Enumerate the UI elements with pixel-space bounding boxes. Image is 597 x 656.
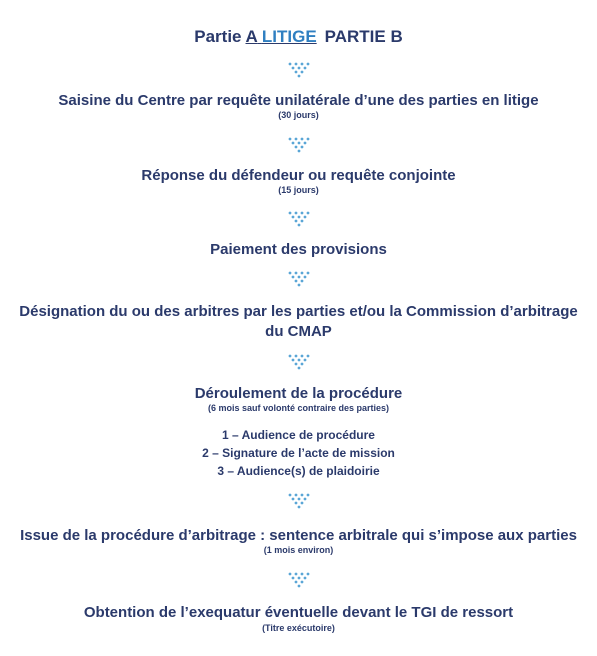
chevron-dot <box>304 498 307 501</box>
title-right: PARTIE B <box>324 27 403 46</box>
chevron-dot <box>289 355 292 358</box>
chevron-dot <box>292 216 295 219</box>
chevron-dot <box>304 359 307 362</box>
chevron-dot <box>301 581 304 584</box>
chevron-dot <box>298 506 301 509</box>
chevron-dot <box>289 212 292 215</box>
chevron-dot <box>298 577 301 580</box>
chevron-dot <box>301 63 304 66</box>
chevron-dot <box>289 573 292 576</box>
chevron-dot <box>307 573 310 576</box>
dotted-chevron-down-icon-graphic <box>287 493 311 509</box>
chevron-dot <box>295 494 298 497</box>
chevron-dot <box>292 67 295 70</box>
chevron-dot <box>304 276 307 279</box>
dotted-chevron-down-icon <box>287 354 311 370</box>
chevron-dot <box>295 581 298 584</box>
chevron-dot <box>295 355 298 358</box>
dotted-chevron-down-icon-graphic <box>287 211 311 227</box>
step-1-title: Saisine du Centre par requête unilatérale d’une des parties en litige <box>58 92 539 109</box>
dotted-chevron-down-icon-graphic <box>287 62 311 78</box>
dotted-chevron-down-icon-graphic <box>287 137 311 153</box>
dotted-chevron-down-icon-graphic <box>287 271 311 287</box>
chevron-dot <box>298 276 301 279</box>
chevron-dot <box>307 212 310 215</box>
chevron-dot <box>301 146 304 149</box>
chevron-dot <box>298 498 301 501</box>
chevron-dot <box>304 67 307 70</box>
chevron-dot <box>295 71 298 74</box>
chevron-dot <box>304 142 307 145</box>
dotted-chevron-down-icon <box>287 211 311 227</box>
step-6-note: (1 mois environ) <box>263 545 334 555</box>
step-5-item-2: 2 – Signature de l’acte de mission <box>202 446 395 460</box>
chevron-dot <box>307 494 310 497</box>
chevron-dot <box>301 280 304 283</box>
chevron-dot <box>295 138 298 141</box>
diagram-title <box>0 27 597 47</box>
chevron-dot <box>304 216 307 219</box>
step-2-title: Réponse du défendeur ou requête conjointe <box>141 167 456 184</box>
step-6-title: Issue de la procédure d’arbitrage : sentence arbitrale qui s’impose aux parties <box>20 527 577 544</box>
step-1-note: (30 jours) <box>278 110 319 120</box>
chevron-dot <box>295 573 298 576</box>
chevron-dot <box>298 224 301 227</box>
chevron-dot <box>292 498 295 501</box>
chevron-dot <box>292 577 295 580</box>
chevron-dot <box>295 146 298 149</box>
step-2-note: (15 jours) <box>278 185 319 195</box>
chevron-dot <box>301 220 304 223</box>
step-4-title-line1: Désignation du ou des arbitres par les parties et/ou la Commission d’arbitrage <box>19 303 578 320</box>
chevron-dot <box>307 355 310 358</box>
chevron-dot <box>292 276 295 279</box>
step-5-note: (6 mois sauf volonté contraire des parties) <box>207 403 390 413</box>
chevron-dot <box>301 502 304 505</box>
chevron-dot <box>298 585 301 588</box>
title-left: Partie <box>194 27 242 46</box>
step-4-title-line2: du CMAP <box>265 323 332 340</box>
step-7-note: (Titre exécutoire) <box>262 623 335 633</box>
chevron-dot <box>289 63 292 66</box>
chevron-dot <box>301 212 304 215</box>
chevron-dot <box>301 363 304 366</box>
chevron-dot <box>295 220 298 223</box>
dotted-chevron-down-icon-graphic <box>287 354 311 370</box>
chevron-dot <box>304 577 307 580</box>
chevron-dot <box>298 216 301 219</box>
dotted-chevron-down-icon <box>287 271 311 287</box>
chevron-dot <box>298 142 301 145</box>
chevron-dot <box>301 494 304 497</box>
dotted-chevron-down-icon <box>287 493 311 509</box>
chevron-dot <box>298 75 301 78</box>
chevron-dot <box>301 573 304 576</box>
step-5-title: Déroulement de la procédure <box>194 385 403 402</box>
chevron-dot <box>289 272 292 275</box>
dotted-chevron-down-icon <box>287 62 311 78</box>
chevron-dot <box>292 359 295 362</box>
chevron-dot <box>298 67 301 70</box>
chevron-dot <box>295 502 298 505</box>
chevron-dot <box>301 355 304 358</box>
chevron-dot <box>295 63 298 66</box>
chevron-dot <box>289 494 292 497</box>
chevron-dot <box>298 284 301 287</box>
step-3-title: Paiement des provisions <box>210 241 387 258</box>
dotted-chevron-down-icon-graphic <box>287 572 311 588</box>
step-5-item-1: 1 – Audience de procédure <box>222 428 375 442</box>
chevron-dot <box>295 363 298 366</box>
chevron-dot <box>301 138 304 141</box>
chevron-dot <box>295 280 298 283</box>
chevron-dot <box>298 150 301 153</box>
chevron-dot <box>301 71 304 74</box>
chevron-dot <box>295 212 298 215</box>
chevron-dot <box>289 138 292 141</box>
dotted-chevron-down-icon <box>287 137 311 153</box>
dotted-chevron-down-icon <box>287 572 311 588</box>
chevron-dot <box>307 138 310 141</box>
chevron-dot <box>292 142 295 145</box>
chevron-dot <box>307 272 310 275</box>
step-7-title: Obtention de l’exequatur éventuelle devant le TGI de ressort <box>83 604 514 621</box>
chevron-dot <box>298 367 301 370</box>
step-5-item-3: 3 – Audience(s) de plaidoirie <box>217 464 380 478</box>
chevron-dot <box>307 63 310 66</box>
title-middle: A LITIGE <box>245 27 317 46</box>
chevron-dot <box>298 359 301 362</box>
chevron-dot <box>295 272 298 275</box>
chevron-dot <box>301 272 304 275</box>
